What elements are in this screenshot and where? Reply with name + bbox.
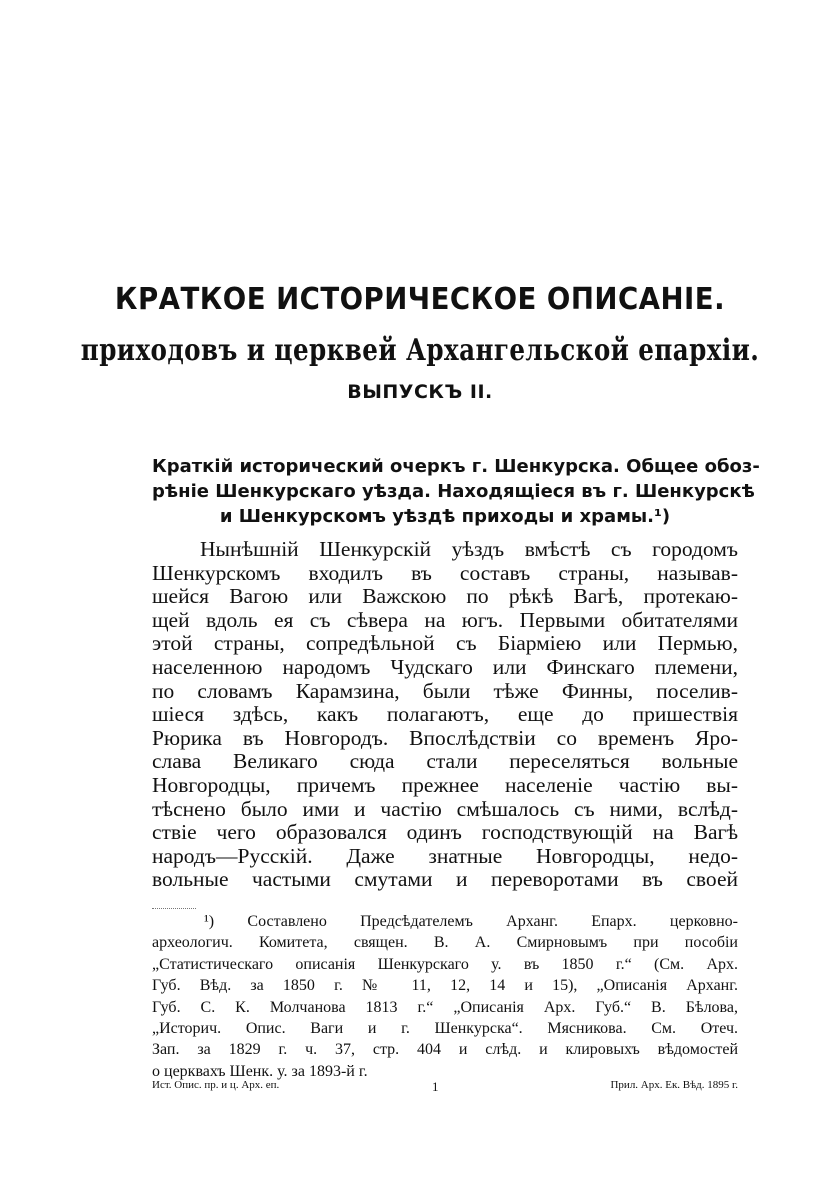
footnote-line: Губ. Вѣд. за 1850 г. № 11, 12, 14 и 15), „Описанія Арханг. bbox=[152, 977, 738, 995]
footer-right-text: Прил. Арх. Ек. Вѣд. 1895 г. bbox=[610, 1079, 738, 1091]
body-line: населенною народомъ Чудскаго или Финскаго племени, bbox=[152, 654, 738, 679]
footnote-line: „Историч. Опис. Ваги и г. Шенкурска“. Мясникова. См. Отеч. bbox=[152, 1020, 738, 1038]
body-paragraph bbox=[152, 538, 738, 892]
subtitle: приходовъ и церквей Архангельской епархіи. bbox=[80, 333, 760, 368]
footnote-line: „Статистическаго описанія Шенкурскаго у. въ 1850 г.“ (См. Арх. bbox=[152, 955, 738, 973]
body-line: вольные частыми смутами и переворотами въ своей bbox=[152, 867, 738, 892]
body-line: щей вдоль ея съ сѣвера на югъ. Первыми обитателями bbox=[152, 607, 738, 632]
footnote-line: Губ. С. К. Молчанова 1813 г.“ „Описанія Арх. Губ.“ В. Бѣлова, bbox=[152, 998, 738, 1016]
footer-left-text: Ист. Опис. пр. и ц. Арх. еп. bbox=[152, 1079, 280, 1091]
body-line: слава Великаго сюда стали переселяться вольные bbox=[152, 749, 738, 774]
page-footer bbox=[152, 1079, 738, 1099]
body-line: по словамъ Карамзина, были тѣже Финны, поселив- bbox=[152, 678, 738, 703]
body-line: тѣснено было ими и частію смѣшалось съ ними, вслѣд- bbox=[152, 796, 738, 821]
body-line: Новгородцы, причемъ прежнее населеніе частію вы- bbox=[152, 772, 738, 797]
body-line: Нынѣшній Шенкурскій уѣздъ вмѣстѣ съ городомъ bbox=[200, 537, 738, 561]
footnote-line: археологич. Комитета, священ. В. А. Смирновымъ при пособіи bbox=[152, 934, 738, 952]
footnote-line: ¹) Составлено Предсѣдателемъ Арханг. Епарх. церковно- bbox=[204, 913, 738, 930]
body-line: ствіе чего образовался одинъ господствующій на Вагѣ bbox=[152, 820, 738, 845]
issue-label: ВЫПУСКЪ II. bbox=[347, 381, 493, 403]
heading-line: рѣніе Шенкурскаго уѣзда. Находящіеся въ г. Шенкурскѣ bbox=[152, 481, 755, 502]
section-heading bbox=[152, 454, 760, 529]
footnote-line: о церквахъ Шенк. у. за 1893-й г. bbox=[152, 1062, 368, 1080]
body-line: народъ—Русскій. Даже знатные Новгородцы, недо- bbox=[152, 843, 738, 868]
body-line: Шенкурскомъ входилъ въ составъ страны, называв- bbox=[152, 560, 738, 585]
footnote bbox=[152, 911, 738, 1082]
footnote-line: Зап. за 1829 г. ч. 37, стр. 404 и слѣд. и клировыхъ вѣдомостей bbox=[152, 1041, 738, 1059]
body-line: этой страны, сопредѣльной съ Біарміею или Пермью, bbox=[152, 631, 738, 656]
body-line: шейся Вагою или Важскою по рѣкѣ Вагѣ, протекаю- bbox=[152, 584, 738, 609]
heading-line: и Шенкурскомъ уѣздѣ приходы и храмы.¹) bbox=[219, 506, 671, 527]
main-title: КРАТКОЕ ИСТОРИЧЕСКОЕ ОПИСАНІЕ. bbox=[114, 282, 726, 317]
footnote-divider bbox=[152, 908, 196, 909]
heading-line: Краткій исторический очеркъ г. Шенкурска. Общее обоз- bbox=[152, 456, 760, 477]
body-line: Рюрика въ Новгородъ. Впослѣдствіи со временъ Яро- bbox=[152, 725, 738, 750]
page-number: 1 bbox=[432, 1079, 439, 1094]
body-line: шіеся здѣсь, какъ полагаютъ, еще до пришествія bbox=[152, 702, 738, 727]
